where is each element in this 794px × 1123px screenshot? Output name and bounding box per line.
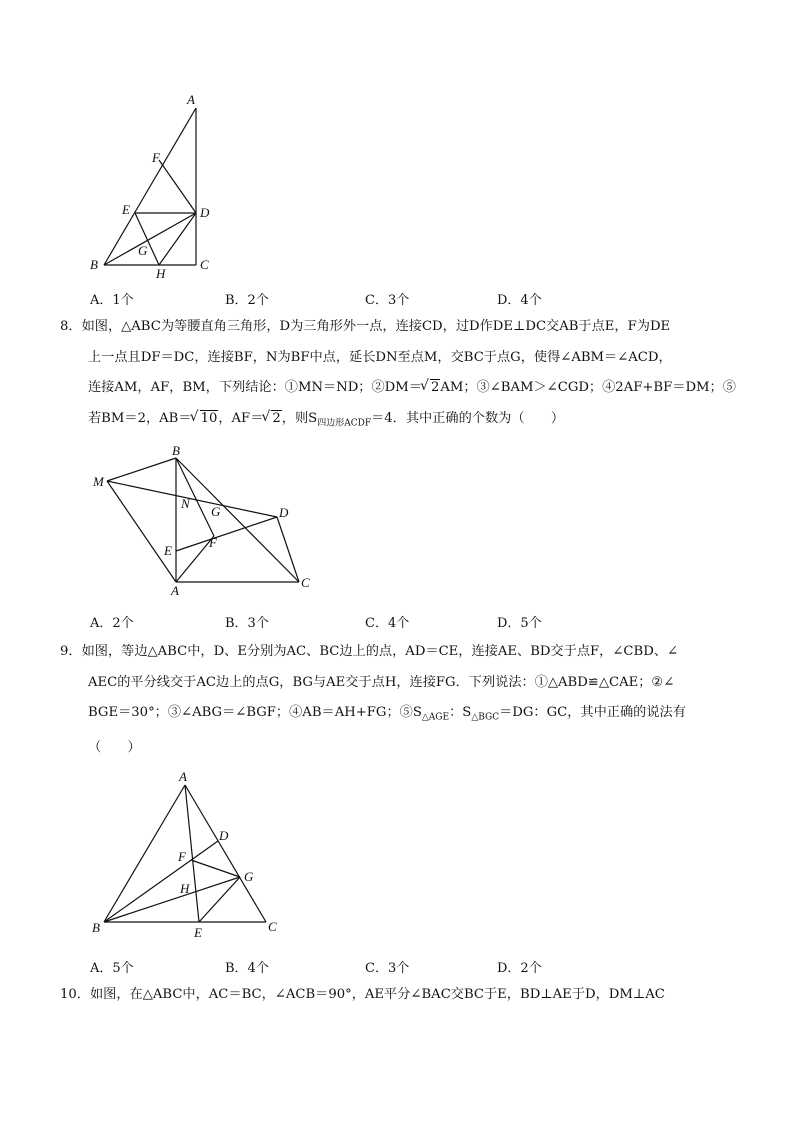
q9-line-1: 9．如图，等边△ABC中，D、E分别为AC、BC边上的点，AD＝CE，连接AE、BD交于点F，∠CBD、∠: [60, 644, 679, 659]
q8-label-B: B: [172, 443, 180, 458]
q10-line-1: 10．如图，在△ABC中，AC＝BC，∠ACB＝90°，AE平分∠BAC交BC于E，BD⊥AE于D，DM⊥AC: [60, 987, 665, 1002]
q7-label-F: F: [152, 150, 160, 165]
q9-label-A: A: [179, 769, 187, 784]
q9-label-H: H: [180, 881, 190, 896]
q9-label-B: B: [92, 920, 100, 935]
q8-text: [60, 312, 760, 439]
q7-option-a[interactable]: A．1个: [90, 293, 134, 308]
q8-line-2: 上一点且DF＝DC，连接BF，N为BF中点，延长DN至点M，交BC于点G，使得∠ABM＝∠ACD，: [88, 349, 672, 365]
q9-figure: [85, 766, 295, 946]
q8-figure: [85, 440, 325, 600]
q7-label-C: C: [200, 257, 209, 272]
q7-option-d[interactable]: D．4个: [497, 293, 542, 308]
q7-label-G: G: [138, 243, 148, 258]
q7-figure: [85, 90, 225, 280]
q7-option-b[interactable]: B．2个: [225, 293, 269, 308]
sqrt-symbol: √ 10: [192, 404, 219, 435]
q7-label-E: E: [122, 202, 130, 217]
q7-option-c[interactable]: C．3个: [365, 293, 410, 308]
q8-line-1: 8．如图，△ABC为等腰直角三角形，D为三角形外一点，连接CD，过D作DE⊥DC交AB于点E，F为DE: [60, 319, 671, 334]
q7-options: [90, 289, 610, 309]
q9-line-2: AEC的平分线交于AC边上的点G，BG与AE交于点H，连接FG．下列说法：①△ABD≌△CAE；②∠: [88, 674, 675, 690]
q9-line-4: （ ）: [88, 740, 141, 756]
q9-label-E: E: [194, 925, 202, 940]
q8-label-C: C: [301, 575, 310, 590]
q8-option-d[interactable]: D．5个: [497, 616, 542, 631]
q8-option-a[interactable]: A．2个: [90, 616, 134, 631]
q8-option-c[interactable]: C．4个: [365, 616, 410, 631]
q8-options: [90, 612, 610, 632]
q8-label-A: A: [171, 583, 179, 598]
q9-label-C: C: [268, 919, 277, 934]
q8-option-b[interactable]: B．3个: [225, 616, 269, 631]
q8-label-G: G: [211, 504, 221, 519]
q8-label-N: N: [181, 496, 190, 511]
q9-option-a[interactable]: A．5个: [90, 961, 134, 976]
q9-label-D: D: [219, 828, 229, 843]
q9-option-b[interactable]: B．4个: [225, 961, 269, 976]
q8-label-D: D: [279, 505, 289, 520]
q8-label-M: M: [93, 474, 104, 489]
q9-label-G: G: [244, 869, 254, 884]
sqrt-symbol: √ 2: [422, 373, 440, 404]
q8-line-3: 连接AM，AF，BM，下列结论：①MN＝ND；②DM＝√ 2AM；③∠BAM＞∠CGD；④2AF+BF＝DM；⑤: [60, 373, 760, 404]
q9-options: [90, 957, 610, 977]
q7-label-B: B: [90, 257, 98, 272]
q9-option-d[interactable]: D．2个: [497, 961, 542, 976]
q7-label-H: H: [156, 266, 166, 281]
q8-label-E: E: [164, 543, 172, 558]
q8-label-F: F: [209, 535, 217, 550]
q9-option-c[interactable]: C．3个: [365, 961, 410, 976]
sqrt-symbol: √ 2: [263, 404, 281, 435]
q10-text: [60, 980, 760, 1011]
q9-line-3: BGE＝30°；③∠ABG＝∠BGF；④AB＝AH+FG；$⑤S_{\triangle AGE}$：$S_{\triangle BGC}=DG$：GC，其中正确的说法有: [88, 705, 686, 723]
q9-text: [60, 637, 760, 764]
q7-label-A: A: [187, 92, 195, 107]
q8-line-4: 若BM＝2，AB＝√ 10，AF＝√ 2，则$S_{四边形ACDF}=4$．其中正确的个数为（ ）: [60, 404, 760, 439]
q7-label-D: D: [200, 205, 210, 220]
q9-label-F: F: [178, 849, 186, 864]
